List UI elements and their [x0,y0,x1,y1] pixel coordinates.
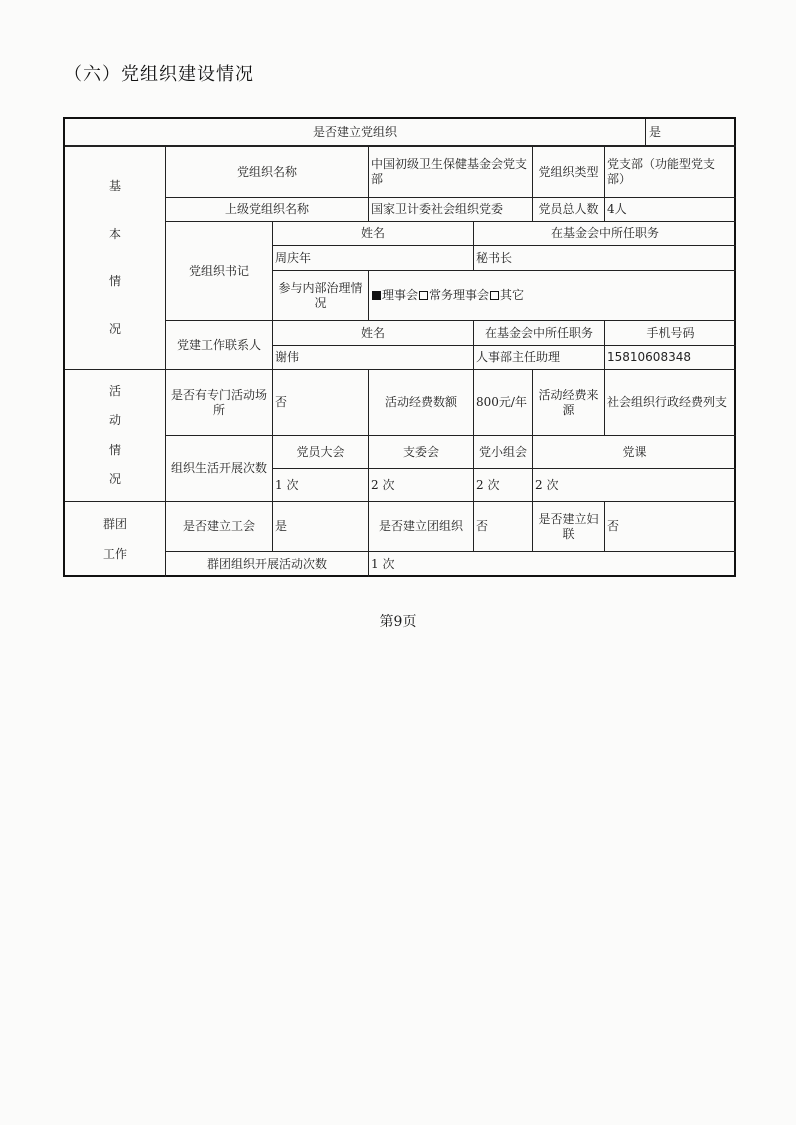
secretary-position: 秘书长 [476,250,513,265]
member-count-label: 党员总人数 [538,202,599,216]
venue-label: 是否有专门活动场 所 [170,387,267,417]
contact-label: 党建工作联系人 [176,337,261,352]
activity-section-label: 活 动 情 况 [108,384,121,486]
org-type-label: 党组织类型 [538,164,599,179]
group-meeting-header: 党小组会 [478,444,527,459]
venue-value: 否 [275,395,288,409]
group-activities-value: 1 次 [371,557,395,571]
youth-league-value: 否 [476,519,489,533]
contact-phone-header: 手机号码 [646,325,695,340]
contact-name: 谢伟 [275,350,300,364]
board-checkbox-checked [372,291,381,300]
org-life-label: 组织生活开展次数 [170,461,267,475]
members-meeting-header: 党员大会 [296,444,345,459]
party-organization-table [63,117,736,577]
contact-position-header: 在基金会中所任职务 [484,325,593,340]
has-party-org-value: 是 [649,124,662,139]
org-type-value: 党支部（功能型党支 部） [607,157,716,186]
page-number: 第9页 [379,614,417,630]
contact-position: 人事部主任助理 [476,350,561,364]
committee-header: 支委会 [402,444,439,459]
group-work-section-label: 群团 工作 [102,517,127,561]
secretary-position-header: 在基金会中所任职务 [550,226,659,240]
standing-board-option-label: 常务理事会 [429,288,490,302]
parent-org-label: 上级党组织名称 [224,202,309,216]
funds-label: 活动经费数额 [384,395,457,409]
funds-value: 800元/年 [476,395,527,409]
youth-league-label: 是否建立团组织 [378,519,463,533]
union-label: 是否建立工会 [182,519,255,533]
secretary-label: 党组织书记 [188,263,249,278]
secretary-name-header: 姓名 [360,226,385,240]
funds-source-value: 社会组织行政经费列支 [607,395,728,409]
governance-label: 参与内部治理情 况 [278,280,363,310]
org-name-label: 党组织名称 [236,164,297,179]
other-option-label: 其它 [500,288,525,302]
womens-federation-label: 是否建立妇 联 [538,511,599,541]
board-option-label: 理事会 [382,288,419,302]
parent-org-value: 国家卫计委社会组织党委 [371,202,504,216]
governance-options [369,271,736,320]
union-value: 是 [275,519,288,533]
secretary-name: 周庆年 [275,250,312,265]
group-activities-label: 群团组织开展活动次数 [206,557,327,571]
org-name-value: 中国初级卫生保健基金会党支 部 [371,157,528,186]
section-title: （六）党组织建设情况 [64,64,254,85]
group-meeting-count: 2 次 [476,477,500,492]
standing-board-checkbox [419,291,428,300]
contact-name-header: 姓名 [360,325,385,340]
party-lecture-count: 2 次 [535,477,559,492]
members-meeting-count: 1 次 [275,477,299,492]
basic-info-section-label: 基 本 情 况 [108,179,121,336]
funds-source-label: 活动经费来 源 [538,387,599,417]
member-count-value: 4人 [607,202,627,216]
contact-phone: 15810608348 [607,350,691,364]
womens-federation-value: 否 [607,519,620,533]
other-checkbox [490,291,499,300]
party-lecture-header: 党课 [622,444,647,459]
has-party-org-label: 是否建立党组织 [312,124,397,139]
committee-count: 2 次 [371,477,395,492]
